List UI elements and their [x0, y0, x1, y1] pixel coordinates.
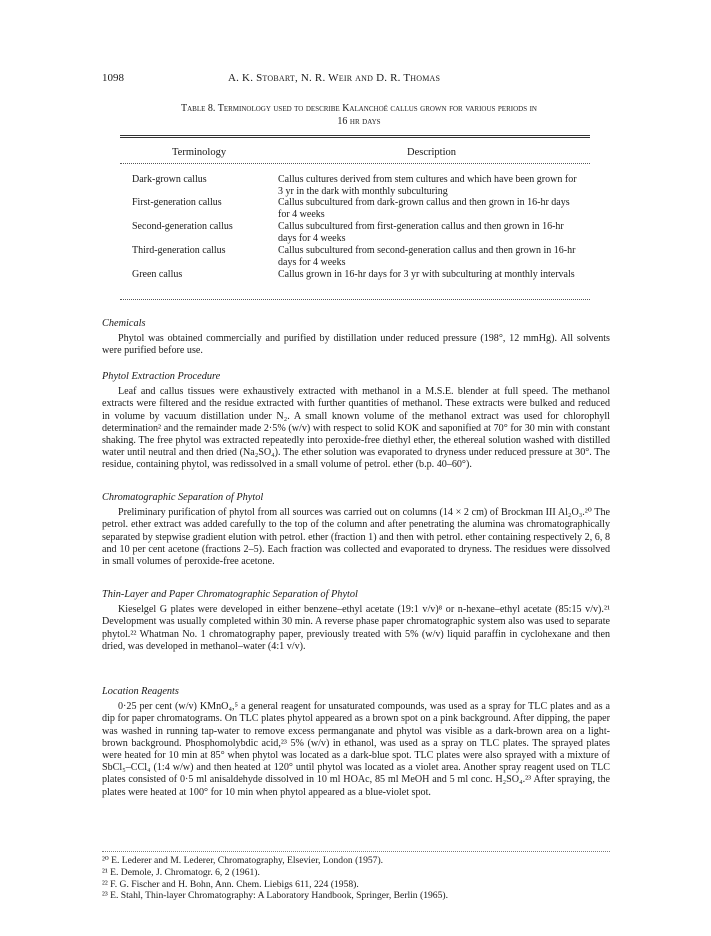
- table-caption: [124, 102, 594, 128]
- section-chemicals: [102, 318, 610, 358]
- table-cell-description: Callus subcultured from second-generation callus and then grown in 16-hr days for 4 weeks: [278, 245, 576, 268]
- section-heading: Location Reagents: [102, 686, 179, 697]
- table-cell-term: Second-generation callus: [132, 221, 233, 232]
- footnotes: [102, 855, 610, 902]
- column-header-description: Description: [407, 147, 456, 158]
- footnote-rule: [102, 851, 610, 852]
- table-cell-term: Third-generation callus: [132, 245, 226, 256]
- table-cell-description: Callus cultures derived from stem cultures and which have been grown for 3 yr in the dark with monthly subculturing: [278, 174, 577, 197]
- section-heading: Chromatographic Separation of Phytol: [102, 492, 264, 503]
- table-caption-line2: 16 hr days: [337, 116, 381, 127]
- section-heading: Thin-Layer and Paper Chromatographic Separation of Phytol: [102, 589, 358, 600]
- column-header-terminology: Terminology: [172, 147, 227, 158]
- section-paragraph: Preliminary purification of phytol from all sources was carried out on columns (14 × 2 cm) of Brockman III Al₂O₃.²⁰ The petrol. ether extract was added carefully to the top of the column and after penetrating the alumina was chromatographically separated by stepwise gradient elution with petrol. ether (fraction 1) and then with petrol. ether containing respectively 2, 6, 8 and 10 per cent acetone (fractions 2–5). Each fraction was collected and evaporated to dryness. The residues were dissolved in small volumes of peroxide-free acetone.: [102, 507, 610, 568]
- footnote-item: ²⁰ E. Lederer and M. Lederer, Chromatography, Elsevier, London (1957).: [102, 855, 384, 866]
- page-number: 1098: [102, 72, 124, 84]
- table-top-rule: [120, 135, 590, 136]
- running-header-authors: A. K. Stobart, N. R. Weir and D. R. Thomas: [228, 72, 441, 84]
- section-paragraph: Kieselgel G plates were developed in either benzene–ethyl acetate (19:1 v/v)⁸ or n-hexane–ethyl acetate (85:15 v/v).²¹ Development was usually completed within 30 min. A reverse phase paper chromatographic system also was used to separate phytol.²² Whatman No. 1 chromatography paper, previously treated with 5% (w/v) liquid paraffin in cyclohexane and then dried, was developed in methanol–water (4:1 v/v).: [102, 604, 610, 652]
- table-cell-description: Callus subcultured from dark-grown callus and then grown in 16-hr days for 4 weeks: [278, 197, 570, 220]
- section-paragraph: Leaf and callus tissues were exhaustively extracted with methanol in a M.S.E. blender at full speed. The methanol extracts were filtered and the residue extracted with further quantities of methanol. These extracts were bulked and reduced in volume by vacuum distillation under N₂. A small known volume of the methanol extract was used for chlorophyll determination² and the remainder made 2·5% (w/v) with respect to solid KOK and saponified at 70° for 30 min with constant shaking. The free phytol was extracted repeatedly into peroxide-free diethyl ether, the ethereal solution washed with distilled water until neutral and then dried (Na₂SO₄). The ether solution was evaporated to dryness under reduced pressure at 30°. The residue, containing phytol, was redissolved in a small volume of petrol. ether (b.p. 40–60°).: [102, 386, 610, 471]
- table-cell-description: Callus grown in 16-hr days for 3 yr with subculturing at monthly intervals: [278, 269, 575, 280]
- section-heading: Chemicals: [102, 318, 146, 329]
- section-paragraph: Phytol was obtained commercially and purified by distillation under reduced pressure (198°, 12 mmHg). All solvents were purified before use.: [102, 333, 610, 357]
- table-top-rule-2: [120, 137, 590, 138]
- section-location-reagents: [102, 686, 610, 799]
- section-paragraph: 0·25 per cent (w/v) KMnO₄,⁵ a general reagent for unsaturated compounds, was used as a spray for TLC plates and as a dip for paper chromatograms. On TLC plates phytol appeared as a brown spot on a pink background. After dipping, the paper was washed in running tap-water to remove excess permanganate and phytol was visible as a dark-brown area on a light-brown background. Phosphomolybdic acid,²³ 5% (w/v) in ethanol, was used as a spray on TLC plates. The sprayed plates were heated for 10 min at 85° when phytol was located as a dark-blue spot. TLC plates were also sprayed with a mixture of SbCl₅–CCl₄ (1:4 w/w) and then heated at 120° until phytol was located as a violet area. Another spray reagent used on TLC plates consisted of 0·5 ml anisaldehyde dissolved in 10 ml HOAc, 85 ml MeOH and 5 ml conc. H₂SO₄.²³ After spraying, the plates were heated at 100° for 10 min when phytol appeared as a blue-violet spot.: [102, 701, 610, 798]
- table-caption-line1: Table 8. Terminology used to describe Kalanchoë callus grown for various periods in: [181, 103, 537, 114]
- footnote-item: ²¹ E. Demole, J. Chromatogr. 6, 2 (1961).: [102, 866, 260, 878]
- section-heading: Phytol Extraction Procedure: [102, 371, 221, 382]
- table-cell-term: Dark-grown callus: [132, 174, 207, 185]
- table-cell-description: Callus subcultured from first-generation callus and then grown in 16-hr days for 4 weeks: [278, 221, 564, 244]
- section-chromatographic-separation: [102, 492, 610, 568]
- table-cell-term: First-generation callus: [132, 197, 222, 208]
- footnote-item: ²² F. G. Fischer and H. Bohn, Ann. Chem. Liebigs 611, 224 (1958).: [102, 878, 359, 890]
- table-header-rule: [120, 163, 590, 164]
- table-bottom-rule: [120, 299, 590, 300]
- footnote-item: ²³ E. Stahl, Thin-layer Chromatography: A Laboratory Handbook, Springer, Berlin (1965).: [102, 890, 448, 902]
- section-thin-layer-paper: [102, 589, 610, 653]
- section-phytol-extraction: [102, 371, 610, 472]
- table-cell-term: Green callus: [132, 269, 183, 280]
